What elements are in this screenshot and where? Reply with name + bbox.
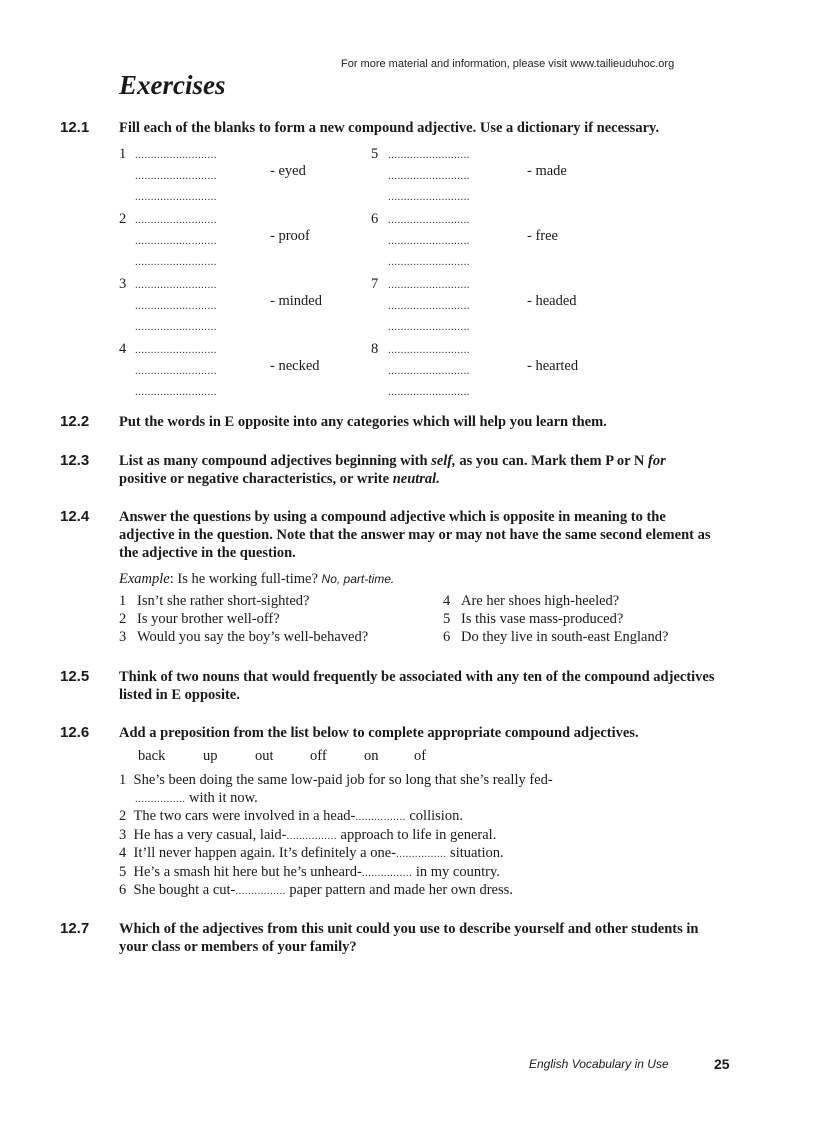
blank-line[interactable]: ..........................: [135, 256, 217, 268]
item-number: 1: [119, 146, 127, 162]
sentence-text: approach to life in general.: [340, 826, 497, 843]
question-number: 1: [119, 593, 127, 609]
blank-line[interactable]: ..........................: [135, 191, 217, 203]
item-number: 5: [371, 146, 379, 162]
blank-line[interactable]: ..........................: [135, 321, 217, 333]
question-text: Is your brother well-off?: [137, 611, 280, 627]
item-suffix: - made: [527, 163, 567, 179]
sentence-number: 3: [119, 826, 127, 843]
blank-line[interactable]: ..........................: [135, 300, 217, 312]
sentence-text: She bought a cut-: [133, 882, 236, 898]
item-suffix: - eyed: [270, 163, 306, 179]
item-suffix: - headed: [527, 293, 577, 309]
blank-line[interactable]: ..........................: [388, 214, 470, 226]
blank-line[interactable]: ..........................: [388, 191, 470, 203]
exercise-instruction: Think of two nouns that would frequently be associated with any ten of the compound adjectives listed in E opposite.: [119, 669, 715, 703]
blank-line[interactable]: ..........................: [135, 214, 217, 226]
sentence-text: paper pattern and made her own dress.: [289, 882, 513, 898]
example-line: Example: Is he working full-time? No, part-time.: [119, 571, 395, 587]
exercise-number: 12.7: [60, 920, 90, 937]
exercise-instruction: Answer the questions by using a compound adjective which is opposite in meaning to the adjective in the question. Note that the answer may or may not have the same second element as the adjective in the question.: [119, 509, 711, 561]
blank-line[interactable]: ..........................: [388, 235, 470, 247]
sentence-number: 5: [119, 863, 127, 880]
exercise-number: 12.1: [60, 119, 90, 136]
blank-line[interactable]: ................: [396, 848, 447, 860]
sentence-number: 4: [119, 845, 127, 861]
sentence: [119, 863, 500, 882]
item-suffix: - proof: [270, 228, 310, 244]
blank-line[interactable]: ..........................: [135, 235, 217, 247]
question-number: 2: [119, 611, 127, 627]
question-text: Do they live in south-east England?: [461, 629, 669, 645]
question-number: 5: [443, 611, 451, 627]
sentence-1-continued: ................ with it now.: [135, 790, 258, 806]
item-number: 3: [119, 276, 127, 292]
preposition-word: of: [414, 748, 427, 764]
blank-line[interactable]: ................: [355, 811, 406, 823]
visit-notice: For more material and information, please visit www.tailieuduhoc.org: [341, 58, 675, 70]
question-number: 4: [443, 593, 451, 609]
sentence-text: He’s a smash hit here but he’s unheard-: [133, 863, 362, 880]
sentence: [119, 881, 513, 900]
sentence-number: 6: [119, 882, 127, 898]
blank-line[interactable]: ..........................: [135, 386, 217, 398]
question-number: 3: [119, 629, 127, 645]
exercise-number: 12.5: [60, 668, 90, 685]
blank-line[interactable]: ..........................: [388, 365, 470, 377]
blank-line[interactable]: ..........................: [135, 170, 217, 182]
item-suffix: - hearted: [527, 358, 579, 374]
blank-line[interactable]: ................: [286, 829, 337, 842]
blank-line[interactable]: ..........................: [135, 365, 217, 377]
sentence-text: in my country.: [415, 863, 500, 880]
item-suffix: - necked: [270, 358, 320, 374]
question-text: Is this vase mass-produced?: [461, 611, 624, 627]
sentence: [119, 826, 496, 845]
exercise-number: 12.2: [60, 413, 90, 430]
preposition-word: back: [138, 748, 166, 764]
exercise-instruction: Add a preposition from the list below to complete appropriate compound adjectives.: [119, 725, 639, 741]
blank-line[interactable]: ..........................: [135, 279, 217, 291]
sentence-text: He has a very casual, laid-: [133, 826, 287, 843]
preposition-word: up: [203, 748, 218, 764]
exercise-instruction: Which of the adjectives from this unit could you use to describe yourself and other students in your class or members of your family?: [119, 921, 699, 955]
item-suffix: - free: [527, 228, 558, 244]
blank-line[interactable]: ..........................: [388, 170, 470, 182]
question-text: Would you say the boy’s well-behaved?: [137, 629, 369, 645]
sentence-text: The two cars were involved in a head-: [133, 808, 356, 824]
sentence-number: 2: [119, 808, 127, 824]
blank-line[interactable]: ..........................: [135, 344, 217, 356]
sentence-text: situation.: [450, 845, 504, 861]
sentence: [119, 807, 463, 826]
sentence-1: 1 She’s been doing the same low-paid job for so long that she’s really fed-: [119, 772, 553, 788]
preposition-word: off: [310, 748, 327, 764]
exercise-instruction: Fill each of the blanks to form a new compound adjective. Use a dictionary if necessary.: [119, 120, 660, 136]
exercise-instruction: Put the words in E opposite into any categories which will help you learn them.: [119, 414, 607, 430]
question-text: Isn’t she rather short-sighted?: [137, 593, 310, 609]
item-number: 4: [119, 341, 127, 357]
item-number: 7: [371, 276, 379, 292]
blank-line[interactable]: ..........................: [388, 321, 470, 333]
exercise-number: 12.3: [60, 452, 90, 469]
blank-line[interactable]: ..........................: [135, 149, 217, 161]
item-number: 6: [371, 211, 379, 227]
blank-line[interactable]: ..........................: [388, 149, 470, 161]
exercise-instruction: List as many compound adjectives beginning with self, as you can. Mark them P or N for positive or negative characteristics, or write neutral.: [119, 453, 666, 487]
blank-line[interactable]: ..........................: [388, 344, 470, 356]
page-title: Exercises: [119, 70, 226, 100]
sentence-text: collision.: [409, 808, 463, 824]
item-number: 2: [119, 211, 127, 227]
exercise-number: 12.4: [60, 508, 90, 525]
blank-line[interactable]: ..........................: [388, 300, 470, 312]
blank-line[interactable]: ..........................: [388, 256, 470, 268]
item-number: 8: [371, 341, 379, 357]
blank-line[interactable]: ................: [361, 866, 413, 879]
sentence: [119, 844, 504, 863]
sentence-text: It’ll never happen again. It’s definitely a one-: [133, 845, 397, 861]
page-number: 25: [714, 1056, 730, 1072]
blank-line[interactable]: ................: [235, 885, 286, 897]
item-suffix: - minded: [270, 293, 322, 309]
question-number: 6: [443, 629, 451, 645]
preposition-word: on: [364, 748, 379, 764]
blank-line[interactable]: ..........................: [388, 279, 470, 291]
question-text: Are her shoes high-heeled?: [461, 593, 620, 609]
blank-line[interactable]: ..........................: [388, 386, 470, 398]
book-title: English Vocabulary in Use: [529, 1057, 669, 1071]
exercise-number: 12.6: [60, 724, 90, 741]
preposition-word: out: [255, 748, 274, 764]
